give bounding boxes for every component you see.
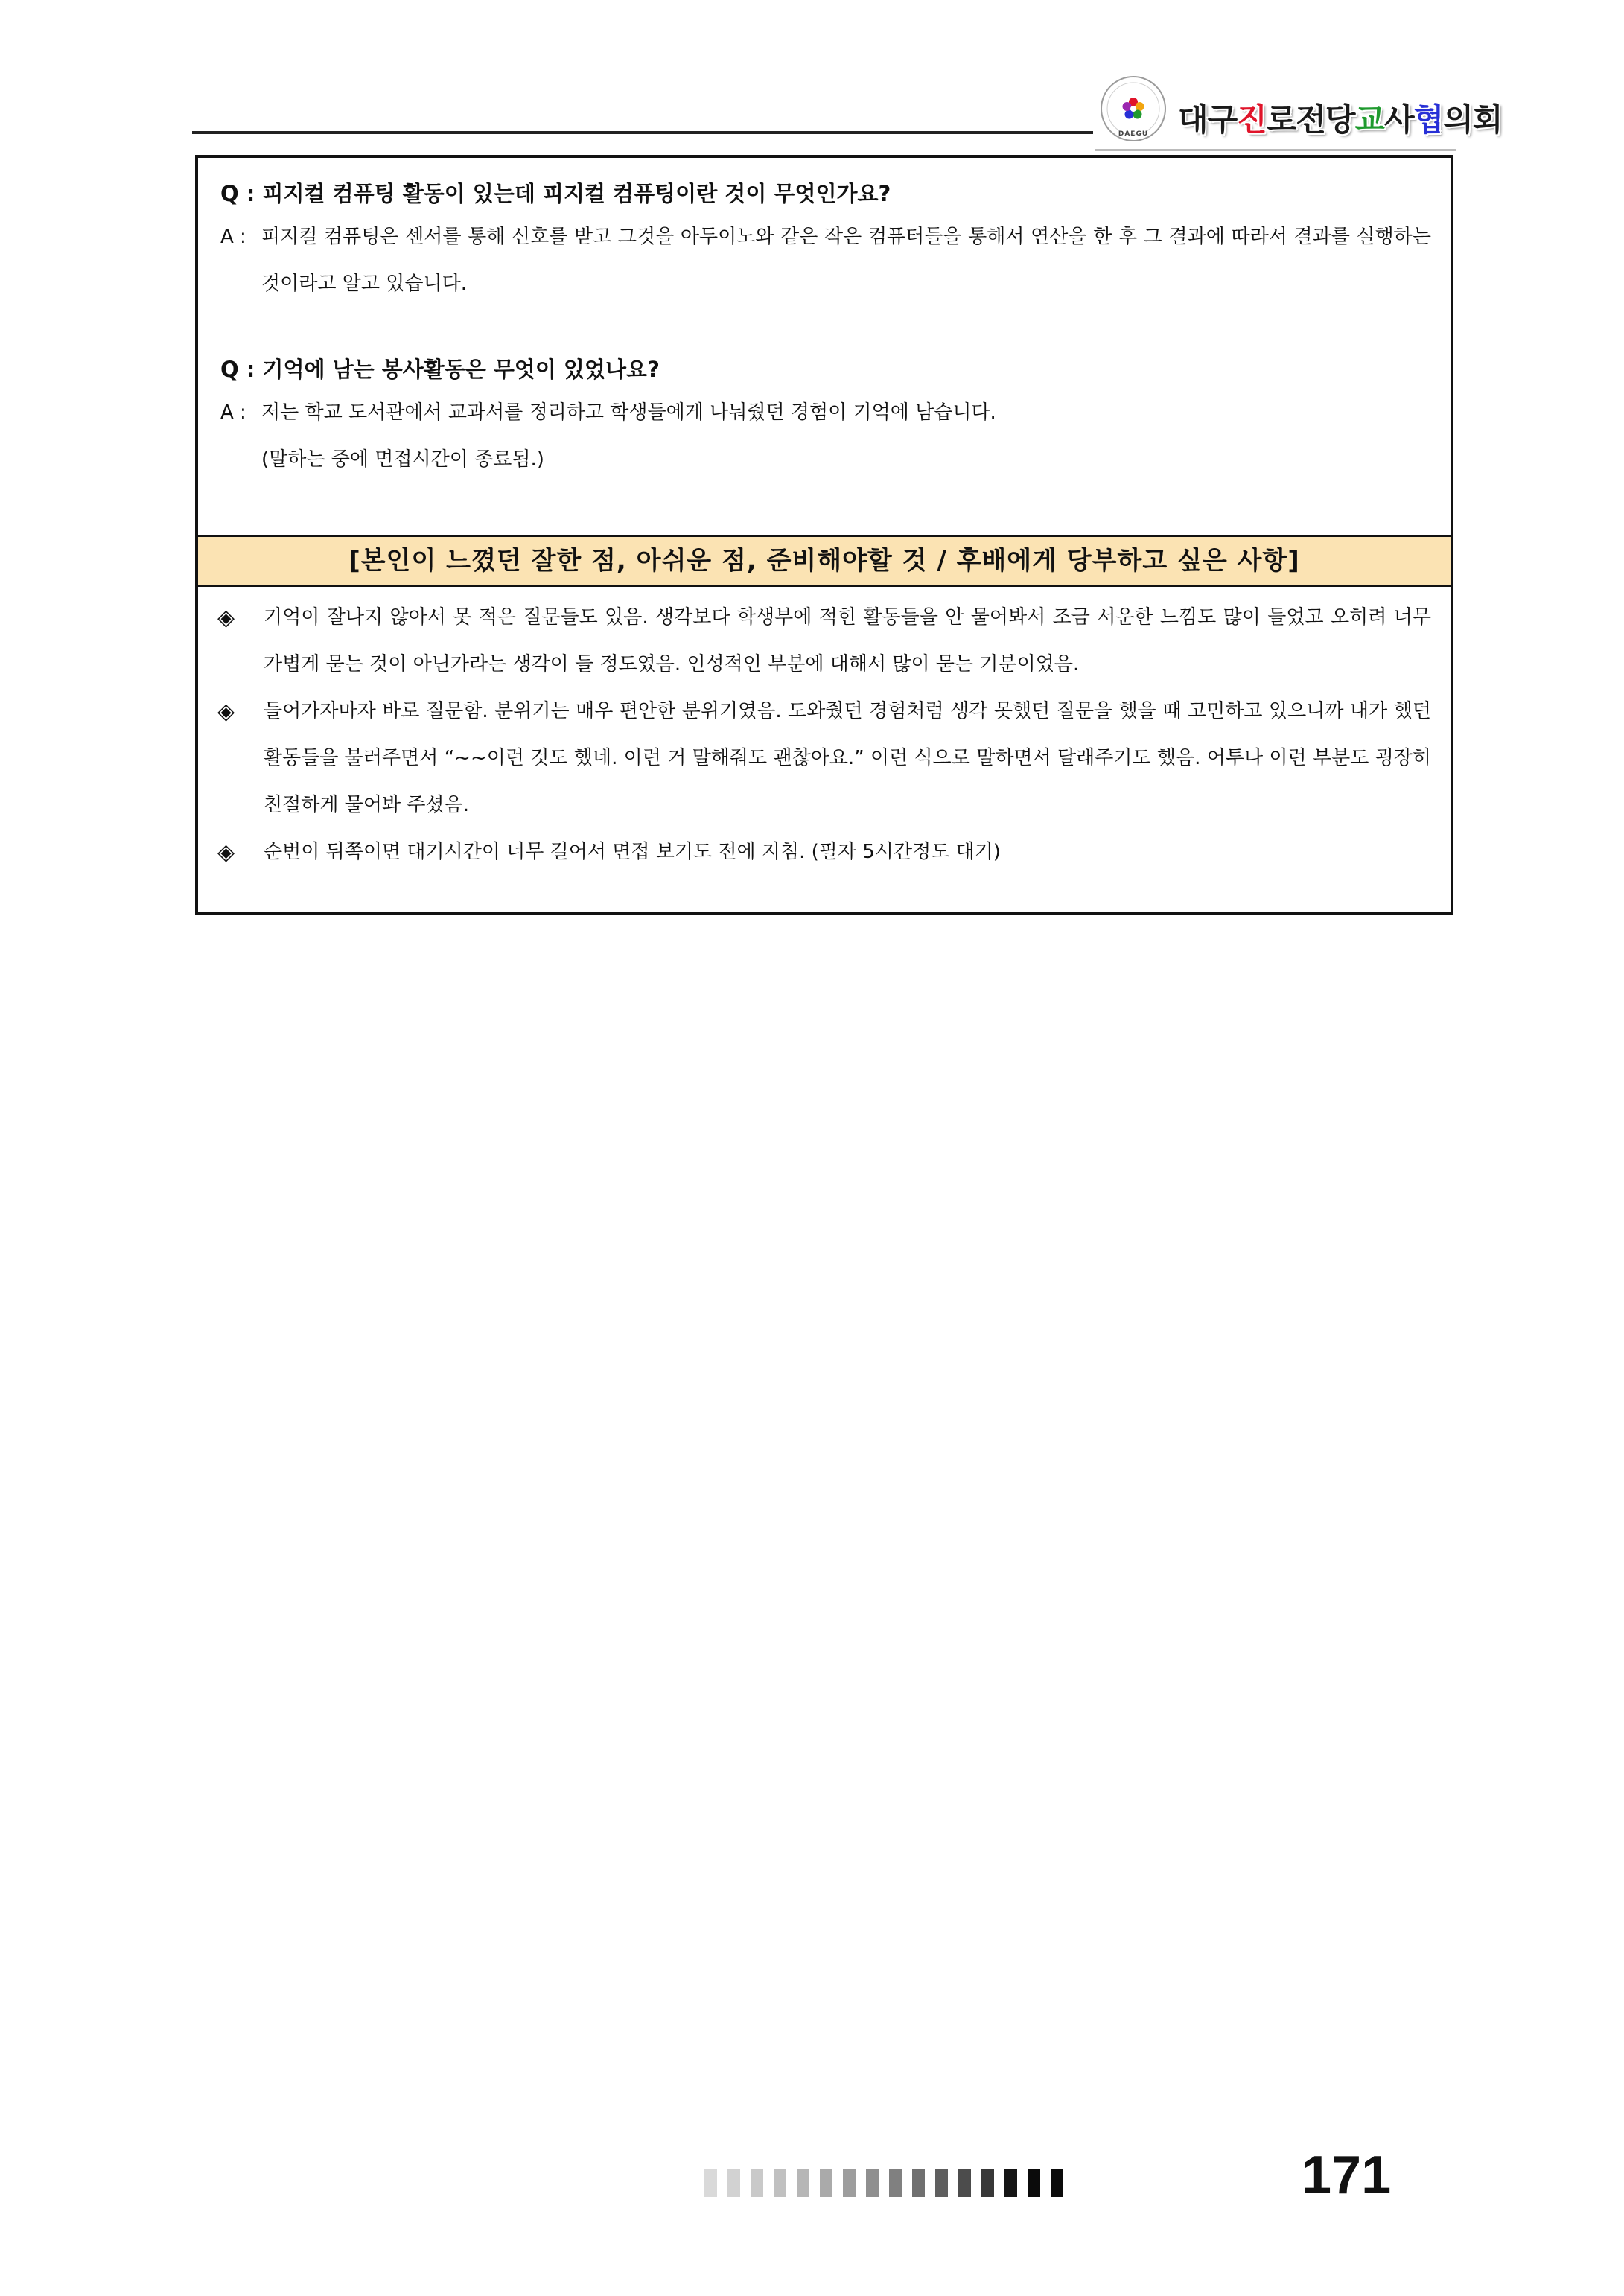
organization-name bbox=[1178, 95, 1502, 140]
organization-name-part: 로전당 bbox=[1266, 101, 1355, 138]
pager-square bbox=[751, 2169, 763, 2197]
pager-square bbox=[797, 2169, 809, 2197]
interview-content-box bbox=[195, 155, 1453, 915]
reflection-list bbox=[217, 594, 1431, 876]
organization-name-part: 협 bbox=[1413, 101, 1444, 138]
association-logo-icon bbox=[1099, 74, 1168, 143]
qa-item bbox=[220, 353, 1431, 471]
organization-name-part: 의회 bbox=[1443, 101, 1503, 138]
reflection-item bbox=[217, 594, 1431, 688]
pager-square bbox=[935, 2169, 948, 2197]
reflection-item bbox=[217, 829, 1431, 876]
pager-square bbox=[866, 2169, 879, 2197]
diamond-bullet-icon: ◈ bbox=[217, 605, 235, 631]
pager-square bbox=[843, 2169, 856, 2197]
reflection-heading: [본인이 느꼈던 잘한 점, 아쉬운 점, 준비해야할 것 / 후배에게 당부하고 싶은 사항] bbox=[198, 535, 1451, 587]
answer-label: A : bbox=[220, 401, 246, 424]
answer bbox=[220, 389, 1431, 436]
answer bbox=[220, 214, 1431, 308]
pager-square bbox=[958, 2169, 971, 2197]
pager-square bbox=[912, 2169, 925, 2197]
organization-name-part: 진 bbox=[1237, 101, 1267, 138]
pager-square bbox=[981, 2169, 994, 2197]
reflection-text: 들어가자마자 바로 질문함. 분위기는 매우 편안한 분위기였음. 도와줬던 경험처럼 생각 못했던 질문을 했을 때 고민하고 있으니까 내가 했던 활동들을 불러주면서 “~~이런 것도 했네. 이런 거 말해줘도 괜찮아요.” 이런 식으로 말하면서 달래주기도 했음. 어투나 이런 부분도 굉장히 친절하게 물어봐 주셨음. bbox=[264, 700, 1431, 816]
pager-square bbox=[889, 2169, 902, 2197]
reflection-item bbox=[217, 688, 1431, 829]
svg-text:DAEGU: DAEGU bbox=[1118, 130, 1149, 138]
pager-square bbox=[727, 2169, 740, 2197]
pager-square bbox=[1051, 2169, 1063, 2197]
header-rule bbox=[192, 131, 1093, 134]
pager-square bbox=[704, 2169, 717, 2197]
page-number: 171 bbox=[1302, 2146, 1392, 2205]
pager-square bbox=[820, 2169, 832, 2197]
answer-text: 피지컬 컴퓨팅은 센서를 통해 신호를 받고 그것을 아두이노와 같은 작은 컴퓨터들을 통해서 연산을 한 후 그 결과에 따라서 결과를 실행하는 것이라고 알고 있습니다. bbox=[261, 226, 1431, 295]
organization-name-part: 대구 bbox=[1178, 101, 1238, 138]
pager-square bbox=[774, 2169, 786, 2197]
qa-item bbox=[220, 177, 1431, 308]
question-text: Q : 피지컬 컴퓨팅 활동이 있는데 피지컬 컴퓨팅이란 것이 무엇인가요? bbox=[220, 181, 891, 206]
pager-square bbox=[1004, 2169, 1017, 2197]
answer-text: 저는 학교 도서관에서 교과서를 정리하고 학생들에게 나눠줬던 경험이 기억에 남습니다. bbox=[261, 401, 996, 424]
reflection-text: 기억이 잘나지 않아서 못 적은 질문들도 있음. 생각보다 학생부에 적힌 활동들을 안 물어봐서 조금 서운한 느낌도 많이 들었고 오히려 너무 가볍게 묻는 것이 아닌가라는 생각이 들 정도였음. 인성적인 부분에 대해서 많이 묻는 기분이었음. bbox=[264, 606, 1431, 675]
organization-name-part: 사 bbox=[1384, 101, 1414, 138]
reflection-text: 순번이 뒤쪽이면 대기시간이 너무 길어서 면접 보기도 전에 지침. (필자 5시간정도 대기) bbox=[264, 841, 1001, 863]
answer-note: (말하는 중에 면접시간이 종료됨.) bbox=[261, 448, 544, 471]
page-gradient-bar bbox=[704, 2169, 1063, 2198]
diamond-bullet-icon: ◈ bbox=[217, 839, 235, 865]
diamond-bullet-icon: ◈ bbox=[217, 699, 235, 725]
question-text: Q : 기억에 남는 봉사활동은 무엇이 있었나요? bbox=[220, 357, 660, 382]
answer-label: A : bbox=[220, 226, 246, 248]
header-rule-secondary bbox=[1095, 149, 1456, 151]
organization-name-part: 교 bbox=[1354, 101, 1385, 138]
pager-square bbox=[1028, 2169, 1040, 2197]
